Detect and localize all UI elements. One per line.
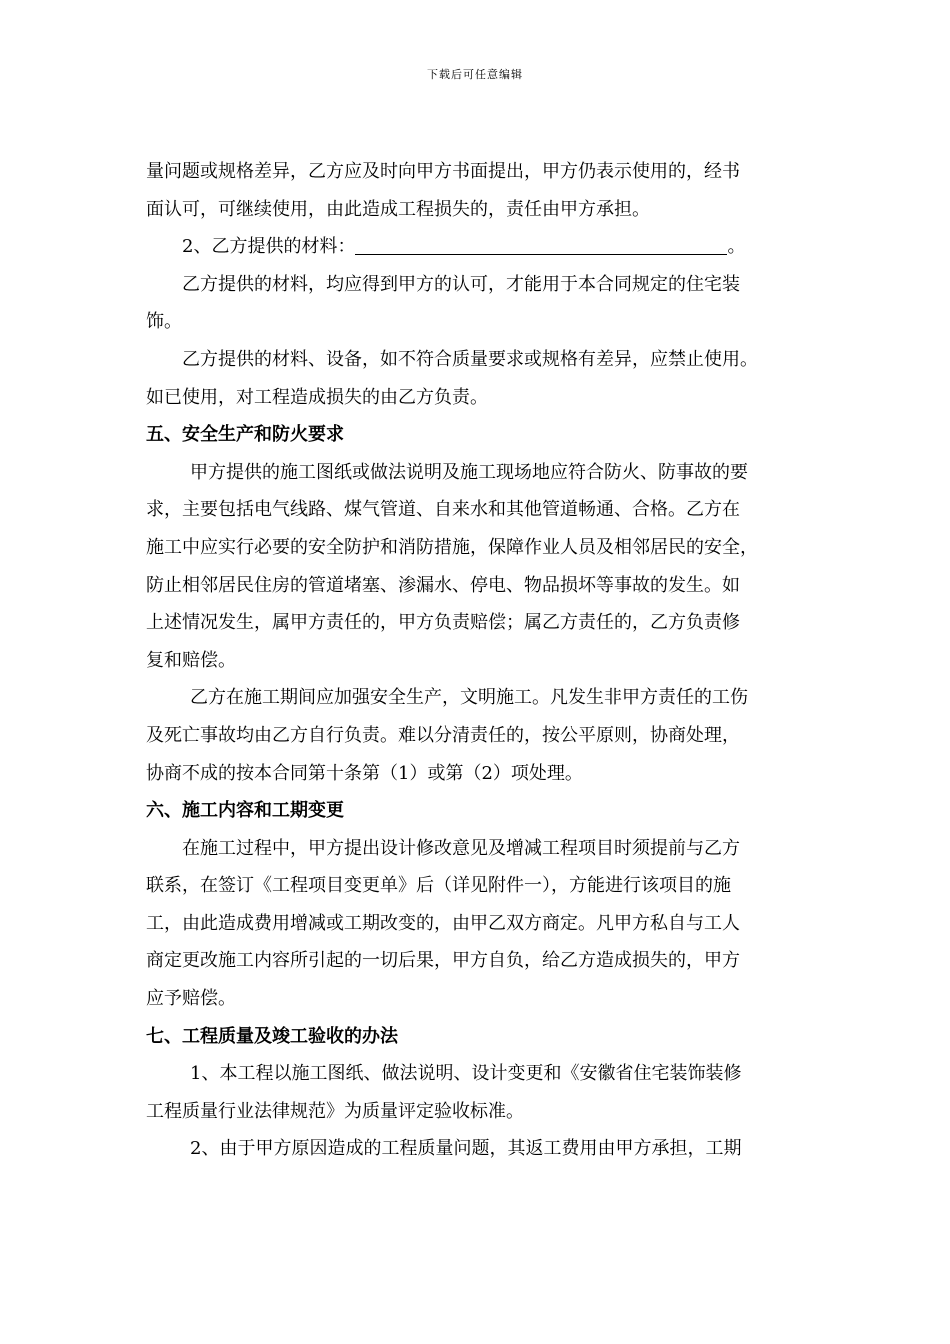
paragraph-line: 防止相邻居民住房的管道堵塞、渗漏水、停电、物品损坏等事故的发生。如	[146, 574, 740, 596]
paragraph-line: 应予赔偿。	[146, 988, 236, 1010]
paragraph-line: 联系，在签订《工程项目变更单》后（详见附件一），方能进行该项目的施	[146, 875, 731, 897]
paragraph-line: 面认可，可继续使用，由此造成工程损失的，责任由甲方承担。	[146, 198, 650, 220]
paragraph-line: 协商不成的按本合同第十条第（1）或第（2）项处理。	[146, 762, 583, 784]
document-body	[146, 153, 826, 1168]
materials-period: 。	[727, 236, 746, 258]
paragraph-line: 工，由此造成费用增减或工期改变的，由甲乙双方商定。凡甲方私自与工人	[146, 912, 740, 934]
section-heading-7: 七、工程质量及竣工验收的办法	[146, 1025, 398, 1047]
paragraph-line: 乙方提供的材料、设备，如不符合质量要求或规格有差异，应禁止使用。	[182, 348, 758, 370]
materials-blank	[355, 232, 727, 255]
paragraph-line: 及死亡事故均由乙方自行负责。难以分清责任的，按公平原则，协商处理，	[146, 724, 740, 746]
section-heading-6: 六、施工内容和工期变更	[146, 800, 344, 822]
paragraph-line: 饰。	[146, 311, 182, 333]
paragraph-line: 复和赔偿。	[146, 649, 236, 671]
materials-label: 2、乙方提供的材料：	[182, 236, 356, 258]
paragraph-line: 1、本工程以施工图纸、做法说明、设计变更和《安徽省住宅装饰装修	[190, 1063, 742, 1085]
paragraph-line: 2、由于甲方原因造成的工程质量问题，其返工费用由甲方承担，工期	[190, 1138, 742, 1160]
paragraph-line: 工程质量行业法律规范》为质量评定验收标准。	[146, 1100, 524, 1122]
paragraph-line: 如已使用，对工程造成损失的由乙方负责。	[146, 386, 488, 408]
paragraph-line: 量问题或规格差异，乙方应及时向甲方书面提出，甲方仍表示使用的，经书	[146, 161, 740, 182]
paragraph-line: 商定更改施工内容所引起的一切后果，甲方自负，给乙方造成损失的，甲方	[146, 950, 740, 972]
materials-line	[146, 228, 826, 266]
section-heading-5: 五、安全生产和防火要求	[146, 424, 344, 446]
paragraph-line: 乙方在施工期间应加强安全生产，文明施工。凡发生非甲方责任的工伤	[190, 687, 748, 709]
paragraph-line: 乙方提供的材料，均应得到甲方的认可，才能用于本合同规定的住宅装	[182, 273, 740, 295]
header-note: 下载后可任意编辑	[427, 68, 523, 81]
paragraph-line: 上述情况发生，属甲方责任的，甲方负责赔偿；属乙方责任的，乙方负责修	[146, 612, 740, 634]
paragraph-line: 施工中应实行必要的安全防护和消防措施，保障作业人员及相邻居民的安全，	[146, 536, 758, 558]
paragraph-line: 求，主要包括电气线路、煤气管道、自来水和其他管道畅通、合格。乙方在	[146, 499, 740, 521]
paragraph-line: 在施工过程中，甲方提出设计修改意见及增减工程项目时须提前与乙方	[182, 837, 740, 859]
paragraph-line: 甲方提供的施工图纸或做法说明及施工现场地应符合防火、防事故的要	[190, 461, 748, 483]
